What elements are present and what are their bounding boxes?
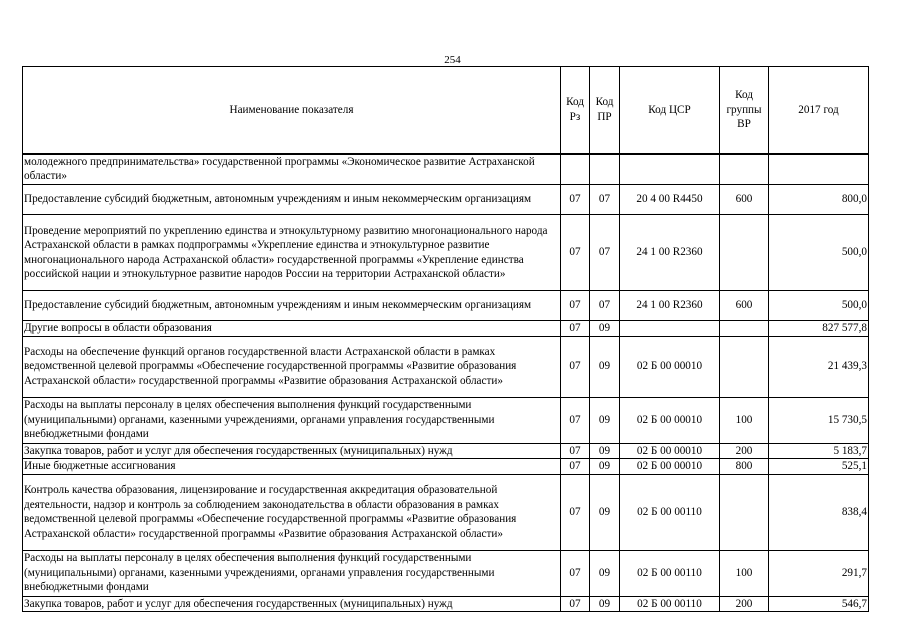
row-rz: 07 — [561, 321, 590, 337]
col-header-name: Наименование показателя — [23, 67, 561, 154]
row-name: Расходы на обеспечение функций органов государственной власти Астраханской области в рамках ведомственной целевой программы «Обеспечение государственной программы «Развитие образования Астраханской области» государственной программы «Развитие образования Астраханской области» — [23, 336, 561, 397]
row-amount: 21 439,3 — [769, 336, 869, 397]
row-amount: 838,4 — [769, 474, 869, 550]
col-header-vr: Код группы ВР — [720, 67, 769, 154]
table-row — [23, 596, 869, 612]
row-amount: 291,7 — [769, 550, 869, 596]
row-name: Проведение мероприятий по укреплению единства и этнокультурному развитию многонационального народа Астраханской области в рамках подпрограммы «Укрепление единства и этнокультурное развитие многонационального народа Астраханской области» государственной программы «Укрепление единства российской нации и этнокультурное развитие народов России на территории Астраханской области» — [23, 215, 561, 291]
row-pr: 09 — [590, 474, 620, 550]
row-csr: 02 Б 00 00010 — [620, 443, 720, 459]
row-csr: 02 Б 00 00010 — [620, 459, 720, 475]
row-name: Закупка товаров, работ и услуг для обеспечения государственных (муниципальных) нужд — [23, 443, 561, 459]
row-pr: 09 — [590, 550, 620, 596]
row-name: молодежного предпринимательства» государственной программы «Экономическое развитие Астраханской области» — [23, 154, 561, 185]
row-vr — [720, 154, 769, 185]
row-pr — [590, 154, 620, 185]
row-amount: 500,0 — [769, 215, 869, 291]
row-name: Предоставление субсидий бюджетным, автономным учреждениям и иным некоммерческим организациям — [23, 185, 561, 215]
table-row — [23, 474, 869, 550]
table-row — [23, 321, 869, 337]
row-pr: 09 — [590, 397, 620, 443]
row-name: Другие вопросы в области образования — [23, 321, 561, 337]
row-rz: 07 — [561, 291, 590, 321]
row-pr: 09 — [590, 336, 620, 397]
row-pr: 07 — [590, 291, 620, 321]
page-number: 254 — [444, 54, 461, 66]
table-row — [23, 291, 869, 321]
row-vr — [720, 474, 769, 550]
col-header-2017: 2017 год — [769, 67, 869, 154]
col-header-pr: Код ПР — [590, 67, 620, 154]
row-vr: 200 — [720, 596, 769, 612]
row-pr: 09 — [590, 459, 620, 475]
row-vr — [720, 215, 769, 291]
row-name: Закупка товаров, работ и услуг для обеспечения государственных (муниципальных) нужд — [23, 596, 561, 612]
row-amount: 500,0 — [769, 291, 869, 321]
row-amount: 546,7 — [769, 596, 869, 612]
row-rz: 07 — [561, 596, 590, 612]
row-rz: 07 — [561, 215, 590, 291]
table-row — [23, 459, 869, 475]
row-name: Расходы на выплаты персоналу в целях обеспечения выполнения функций государственными (муниципальными) органами, казенными учреждениями, органами управления государственными внебюджетными фондами — [23, 397, 561, 443]
row-pr: 07 — [590, 215, 620, 291]
row-rz: 07 — [561, 336, 590, 397]
row-name: Расходы на выплаты персоналу в целях обеспечения выполнения функций государственными (муниципальными) органами, казенными учреждениями, органами управления государственными внебюджетными фондами — [23, 550, 561, 596]
row-pr: 07 — [590, 185, 620, 215]
row-rz: 07 — [561, 550, 590, 596]
row-csr — [620, 321, 720, 337]
row-csr: 02 Б 00 00010 — [620, 397, 720, 443]
table-row — [23, 185, 869, 215]
row-rz — [561, 154, 590, 185]
table-row — [23, 215, 869, 291]
row-pr: 09 — [590, 321, 620, 337]
budget-table — [22, 66, 869, 612]
row-vr: 600 — [720, 291, 769, 321]
row-rz: 07 — [561, 459, 590, 475]
row-vr — [720, 336, 769, 397]
row-rz: 07 — [561, 443, 590, 459]
row-rz: 07 — [561, 185, 590, 215]
row-name: Иные бюджетные ассигнования — [23, 459, 561, 475]
row-amount: 800,0 — [769, 185, 869, 215]
row-vr: 100 — [720, 550, 769, 596]
row-amount: 15 730,5 — [769, 397, 869, 443]
col-header-csr: Код ЦСР — [620, 67, 720, 154]
row-vr — [720, 321, 769, 337]
row-amount: 5 183,7 — [769, 443, 869, 459]
row-csr: 02 Б 00 00010 — [620, 336, 720, 397]
row-csr: 02 Б 00 00110 — [620, 550, 720, 596]
row-pr: 09 — [590, 596, 620, 612]
table-row — [23, 154, 869, 185]
table-row — [23, 443, 869, 459]
row-amount: 525,1 — [769, 459, 869, 475]
row-vr: 100 — [720, 397, 769, 443]
row-name: Предоставление субсидий бюджетным, автономным учреждениям и иным некоммерческим организациям — [23, 291, 561, 321]
table-row — [23, 550, 869, 596]
row-rz: 07 — [561, 474, 590, 550]
row-csr: 02 Б 00 00110 — [620, 474, 720, 550]
row-vr: 800 — [720, 459, 769, 475]
row-csr: 24 1 00 R2360 — [620, 291, 720, 321]
row-csr: 24 1 00 R2360 — [620, 215, 720, 291]
row-vr: 600 — [720, 185, 769, 215]
row-pr: 09 — [590, 443, 620, 459]
row-rz: 07 — [561, 397, 590, 443]
row-amount: 827 577,8 — [769, 321, 869, 337]
row-csr — [620, 154, 720, 185]
header-row — [23, 67, 869, 154]
row-vr: 200 — [720, 443, 769, 459]
row-csr: 02 Б 00 00110 — [620, 596, 720, 612]
row-amount — [769, 154, 869, 185]
table-row — [23, 336, 869, 397]
row-csr: 20 4 00 R4450 — [620, 185, 720, 215]
col-header-rz: Код Рз — [561, 67, 590, 154]
table-row — [23, 397, 869, 443]
row-name: Контроль качества образования, лицензирование и государственная аккредитация образовательной деятельности, надзор и контроль за соблюдением законодательства в области образования в рамках ведомственной целевой программы «Обеспечение государственной программы «Развитие образования Астраханской области» государственной программы «Развитие образования Астраханской области» — [23, 474, 561, 550]
